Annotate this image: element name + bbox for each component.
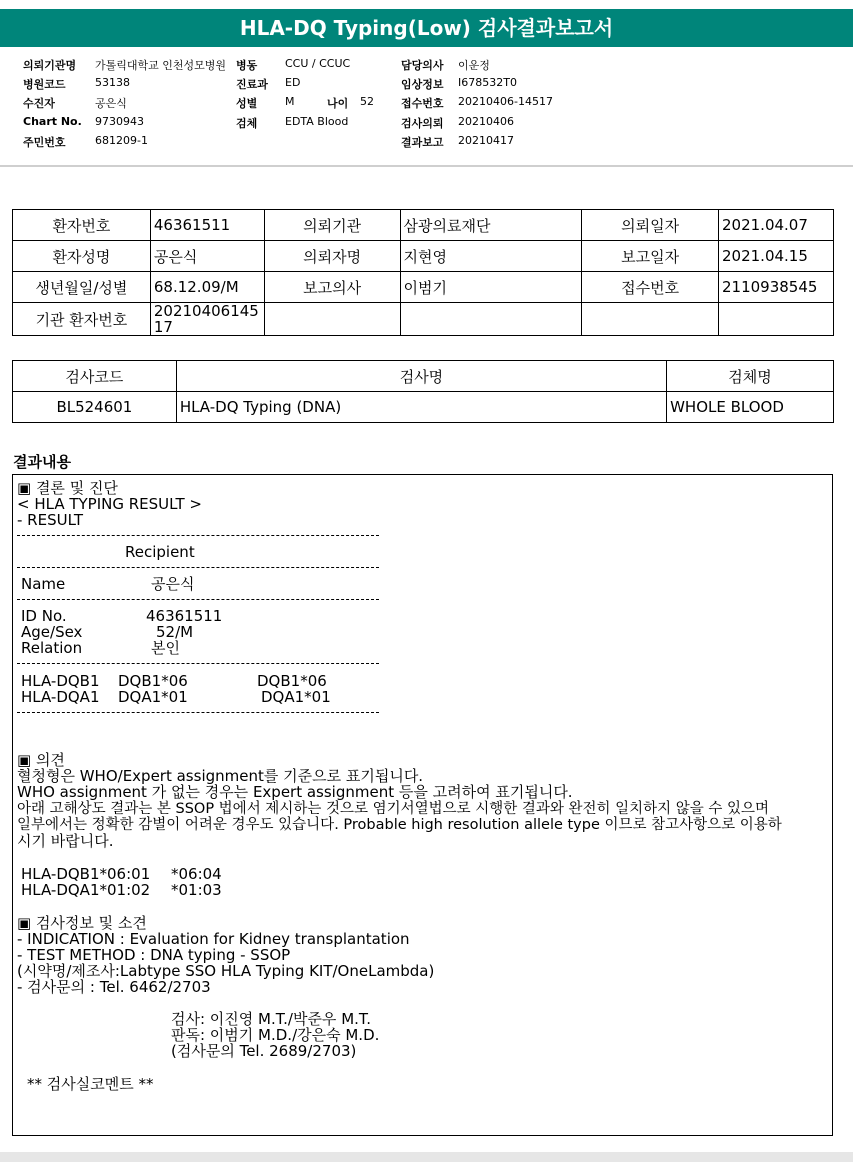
hires-dqa1-allele-2: *01:03	[171, 881, 222, 899]
dashed-divider	[17, 535, 379, 536]
result-box	[12, 474, 833, 1136]
dqa1-allele-1: DQA1*01	[118, 688, 188, 706]
info-value	[719, 303, 834, 336]
header-value: EDTA Blood	[285, 115, 349, 128]
header-label: 성별	[236, 97, 258, 110]
header-value: 52	[360, 95, 374, 108]
name-value: 공은식	[151, 575, 195, 593]
header-value: ED	[285, 76, 301, 89]
hires-dqa1: HLA-DQA1*01:02	[21, 881, 151, 899]
id-value: 46361511	[146, 607, 223, 625]
opinion-text: 일부에서는 정확한 감별이 어려운 경우도 있습니다. Probable high resolution allele type 이므로 참고사항으로 이용하	[17, 817, 782, 833]
result-label: - RESULT	[17, 511, 84, 529]
test-table	[12, 360, 834, 423]
dashed-divider	[17, 599, 379, 600]
header-label: 병동	[236, 59, 258, 72]
header-value: 이운정	[458, 59, 490, 72]
info-label	[582, 303, 719, 336]
header-label: 접수번호	[401, 97, 444, 110]
info-label	[264, 303, 400, 336]
header-info	[0, 55, 853, 165]
footer-band	[0, 1152, 853, 1162]
test-header: 검체명	[667, 361, 834, 392]
inquiry: - 검사문의 : Tel. 6462/2703	[17, 978, 211, 996]
header-label: 주민번호	[23, 136, 66, 149]
header-label: 검사의뢰	[401, 117, 444, 130]
header-label: 담당의사	[401, 59, 444, 72]
info-value: 46361511	[150, 210, 264, 241]
header-label: 의뢰기관명	[23, 59, 77, 72]
table-row	[13, 210, 834, 241]
opinion-text: 시기 바랍니다.	[17, 832, 114, 850]
dqb1-label: HLA-DQB1	[21, 672, 100, 690]
header-value: M	[285, 95, 295, 108]
test-header: 검사명	[176, 361, 666, 392]
dashed-divider	[17, 712, 379, 713]
age-label: Age/Sex	[21, 623, 83, 641]
header-value: 20210406	[458, 115, 514, 128]
header-label: 병원코드	[23, 78, 66, 91]
header-value: CCU / CCUC	[285, 57, 351, 70]
age-value: 52/M	[156, 623, 194, 641]
header-divider	[0, 165, 853, 167]
lab-comment: ** 검사실코멘트 **	[27, 1075, 154, 1093]
opinion-text: 혈청형은 WHO/Expert assignment를 기준으로 표기됩니다.	[17, 767, 424, 785]
table-row	[13, 303, 834, 336]
table-row	[13, 272, 834, 303]
info-label: 의뢰일자	[582, 210, 719, 241]
recipient-label: Recipient	[125, 543, 195, 561]
indication: - INDICATION : Evaluation for Kidney transplantation	[17, 930, 410, 948]
info-value: 지현영	[400, 241, 582, 272]
info-label: 의뢰자명	[264, 241, 400, 272]
test-header: 검사코드	[13, 361, 177, 392]
relation-label: Relation	[21, 639, 83, 657]
section-heading: ▣ 의견	[17, 751, 65, 769]
info-value: 2021.04.07	[719, 210, 834, 241]
info-label: 환자성명	[13, 241, 151, 272]
info-label: 보고일자	[582, 241, 719, 272]
info-label: 환자번호	[13, 210, 151, 241]
dqb1-allele-2: DQB1*06	[257, 672, 327, 690]
typing-title: < HLA TYPING RESULT >	[17, 495, 202, 513]
id-label: ID No.	[21, 607, 67, 625]
info-label: 의뢰기관	[264, 210, 400, 241]
section-heading: ▣ 결론 및 진단	[17, 479, 118, 497]
signature-contact: (검사문의 Tel. 2689/2703)	[171, 1042, 357, 1060]
info-label: 생년월일/성별	[13, 272, 151, 303]
header-label: 검체	[236, 117, 258, 130]
kit-info: (시약명/제조사:Labtype SSO HLA Typing KIT/OneLambda)	[17, 962, 435, 980]
dqb1-allele-1: DQB1*06	[118, 672, 188, 690]
info-label: 보고의사	[264, 272, 400, 303]
header-value: 가톨릭대학교 인천성모병원	[95, 59, 227, 72]
table-row	[13, 241, 834, 272]
test-method: - TEST METHOD : DNA typing - SSOP	[17, 946, 291, 964]
opinion-text: 아래 고해상도 결과는 본 SSOP 법에서 제시하는 것으로 염기서열법으로 시행한 결과와 완전히 일치하지 않을 수 있으며	[17, 801, 770, 817]
info-value: 공은식	[150, 241, 264, 272]
header-value: 공은식	[95, 97, 127, 110]
patient-info-table	[12, 209, 834, 336]
signature-reader: 판독: 이범기 M.D./강은숙 M.D.	[171, 1026, 380, 1044]
name-label: Name	[21, 575, 66, 593]
info-value: 2021040614517	[150, 303, 264, 336]
opinion-text: WHO assignment 가 없는 경우는 Expert assignment 등을 고려하여 표기됩니다.	[17, 783, 573, 801]
report-title: HLA-DQ Typing(Low) 검사결과보고서	[0, 9, 853, 47]
hires-dqb1: HLA-DQB1*06:01	[21, 865, 151, 883]
info-value: 이범기	[400, 272, 582, 303]
dashed-divider	[17, 663, 379, 664]
table-row	[13, 361, 834, 392]
info-value: 삼광의료재단	[400, 210, 582, 241]
header-label: 수진자	[23, 97, 55, 110]
info-label: 접수번호	[582, 272, 719, 303]
dqa1-label: HLA-DQA1	[21, 688, 100, 706]
header-value: 20210417	[458, 134, 514, 147]
test-name: HLA-DQ Typing (DNA)	[176, 392, 666, 423]
header-value: 681209-1	[95, 134, 148, 147]
header-label: 나이	[327, 97, 349, 110]
dashed-divider	[17, 567, 379, 568]
signature-tester: 검사: 이진영 M.T./박준우 M.T.	[171, 1010, 372, 1028]
dqa1-allele-2: DQA1*01	[261, 688, 331, 706]
header-label: Chart No.	[23, 115, 82, 128]
relation-value: 본인	[151, 639, 180, 657]
table-row	[13, 392, 834, 423]
header-label: 진료과	[236, 78, 268, 91]
info-value: 2110938545	[719, 272, 834, 303]
info-value: 68.12.09/M	[150, 272, 264, 303]
test-code: BL524601	[13, 392, 177, 423]
header-value: 20210406-14517	[458, 95, 553, 108]
header-value: I678532T0	[458, 76, 517, 89]
specimen-name: WHOLE BLOOD	[667, 392, 834, 423]
info-label: 기관 환자번호	[13, 303, 151, 336]
header-label: 결과보고	[401, 136, 444, 149]
section-heading: ▣ 검사정보 및 소견	[17, 914, 147, 932]
info-value	[400, 303, 582, 336]
header-value: 53138	[95, 76, 130, 89]
result-section-title: 결과내용	[13, 453, 71, 471]
header-value: 9730943	[95, 115, 144, 128]
hires-dqb1-allele-2: *06:04	[171, 865, 222, 883]
header-label: 임상정보	[401, 78, 444, 91]
info-value: 2021.04.15	[719, 241, 834, 272]
